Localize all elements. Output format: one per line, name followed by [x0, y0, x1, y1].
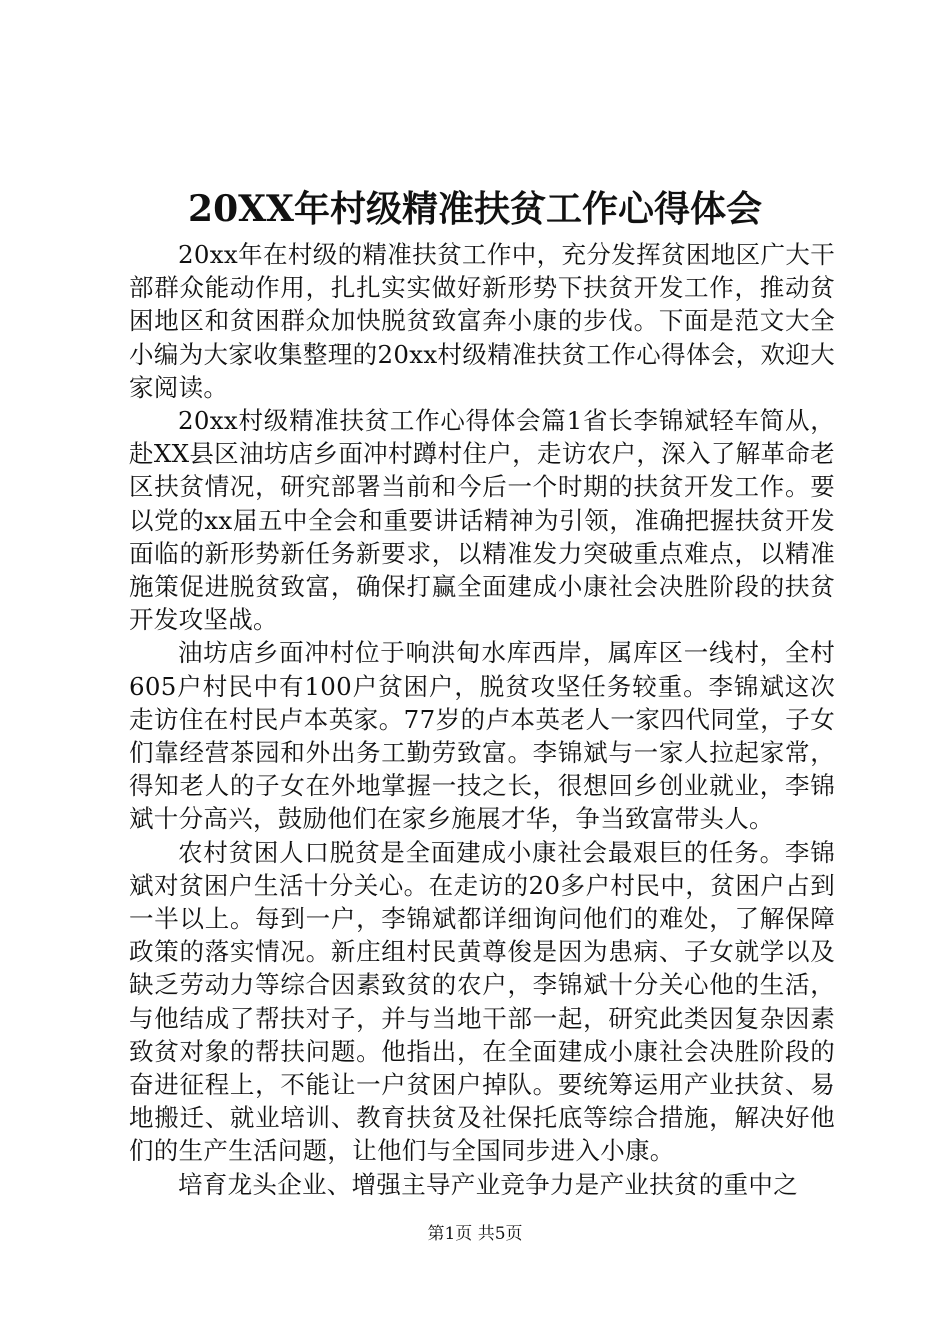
paragraph-village: 油坊店乡面冲村位于响洪甸水库西岸，属库区一线村，全村605户村民中有100户贫困户，脱贫攻坚任务较重。李锦斌这次走访住在村民卢本英家。77岁的卢本英老人一家四代同堂，子女们靠经营茶园和外出务工勤劳致富。李锦斌与一家人拉起家常，得知老人的子女在外地掌握一技之长，很想回乡创业就业，李锦斌十分高兴，鼓励他们在家乡施展才华，争当致富带头人。: [129, 638, 835, 834]
paragraph-industry: 培育龙头企业、增强主导产业竞争力是产业扶贫的重中之: [178, 1169, 798, 1199]
document-title: 20XX年村级精准扶贫工作心得体会: [188, 188, 762, 230]
paragraph-intro: 20xx年在村级的精准扶贫工作中，充分发挥贫困地区广大干部群众能动作用，扎扎实实做好新形势下扶贫开发工作，推动贫困地区和贫困群众加快脱贫致富奔小康的步伐。下面是范文大全小编为大家收集整理的20xx村级精准扶贫工作心得体会，欢迎大家阅读。: [129, 240, 835, 402]
document-body: [129, 238, 835, 1201]
paragraph-visit: 20xx村级精准扶贫工作心得体会篇1省长李锦斌轻车简从，赴XX县区油坊店乡面冲村蹲村住户，走访农户，深入了解革命老区扶贫情况，研究部署当前和今后一个时期的扶贫开发工作。要以党的xx届五中全会和重要讲话精神为引领，准确把握扶贫开发面临的新形势新任务新要求，以精准发力突破重点难点，以精准施策促进脱贫致富，确保打赢全面建成小康社会决胜阶段的扶贫开发攻坚战。: [129, 406, 835, 635]
paragraph-poverty: 农村贫困人口脱贫是全面建成小康社会最艰巨的任务。李锦斌对贫困户生活十分关心。在走访的20多户村民中，贫困户占到一半以上。每到一户，李锦斌都详细询问他们的难处，了解保障政策的落实情况。新庄组村民黄尊俊是因为患病、子女就学以及缺乏劳动力等综合因素致贫的农户，李锦斌十分关心他的生活，与他结成了帮扶对子，并与当地干部一起，研究此类因复杂因素致贫对象的帮扶问题。他指出，在全面建成小康社会决胜阶段的奋进征程上，不能让一户贫困户掉队。要统筹运用产业扶贫、易地搬迁、就业培训、教育扶贫及社保托底等综合措施，解决好他们的生产生活问题，让他们与全国同步进入小康。: [129, 837, 835, 1166]
page-number-footer: 第1页 共5页: [427, 1224, 523, 1244]
